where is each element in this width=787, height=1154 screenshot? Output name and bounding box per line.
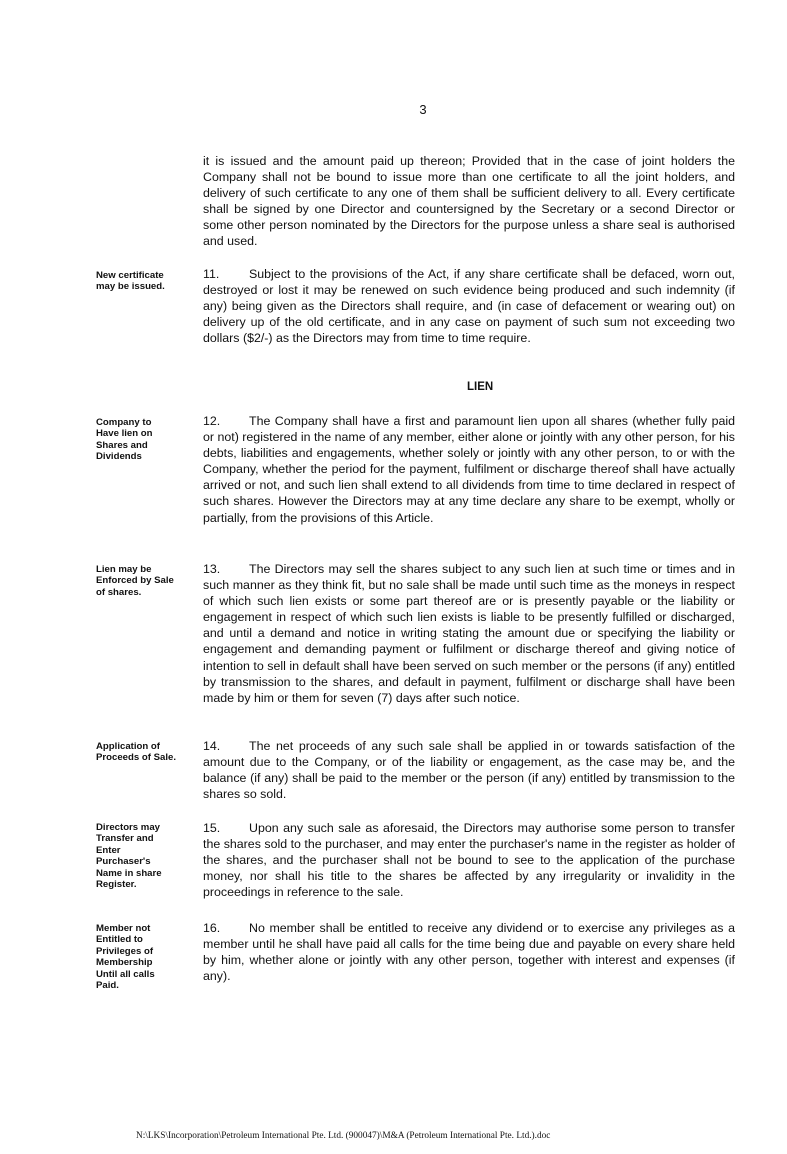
article-text: Upon any such sale as aforesaid, the Directors may authorise some person to transfer the shares sold to the purchaser, and may enter the purchaser's name in the register as holder of the shares, and the purchaser shall not be bound to see to the application of the purchase money, nor shall his title to the shares be affected by any irregularity or invalidity in the proceedings in reference to the sale. [203, 821, 735, 900]
footer-file-path: N:\LKS\Incorporation\Petroleum International Pte. Ltd. (900047)\M&A (Petroleum International Pte. Ltd.).doc [136, 1131, 551, 1141]
article-16 [203, 920, 735, 984]
page-number: 3 [419, 102, 427, 117]
article-text: The net proceeds of any such sale shall be applied in or towards satisfaction of the amount due to the Company, or of the liability or engagement, as the case may be, and the balance (if any) shall be paid to the member or the person (if any) entitled by transmission to the shares so sold. [203, 739, 735, 802]
article-number: 15. [203, 821, 221, 835]
article-text: No member shall be entitled to receive any dividend or to exercise any privileges as a member until he shall have paid all calls for the time being due and payable on every share held by him, whether alone or jointly with any other person, together with interest and expenses (if any). [203, 921, 735, 984]
margin-note-article-16: Member not Entitled to Privileges of Membership Until all calls Paid. [96, 923, 155, 992]
margin-note-article-13: Lien may be Enforced by Sale of shares. [96, 564, 174, 598]
article-13 [203, 561, 735, 706]
article-12 [203, 413, 735, 526]
margin-note-article-14: Application of Proceeds of Sale. [96, 741, 176, 764]
article-number: 12. [203, 414, 221, 428]
article-11 [203, 266, 735, 346]
article-number: 14. [203, 739, 221, 753]
continuation-paragraph: it is issued and the amount paid up thereon; Provided that in the case of joint holders the Company shall not be bound to issue more than one certificate to all the joint holders, and delivery of such certificate to any one of them shall be sufficient delivery to all. Every certificate shall be signed by one Director and countersigned by the Secretary or a second Director or some other person nominated by the Directors for the purpose unless a share seal is authorised and used. [203, 154, 735, 249]
section-heading-lien: LIEN [467, 381, 494, 393]
margin-note-article-11: New certificate may be issued. [96, 270, 165, 293]
margin-note-article-15: Directors may Transfer and Enter Purchaser's Name in share Register. [96, 822, 162, 891]
article-text: The Directors may sell the shares subject to any such lien at such time or times and in such manner as they think fit, but no sale shall be made until such time as the moneys in respect of which such lien exists or some part thereof are or is presently payable or the liability or engagement in respect of which such lien exists is liable to be presently fulfilled or discharged, and until a demand and notice in writing stating the amount due or specifying the liability or engagement and demanding payment or fulfilment or discharge thereof and giving notice of intention to sell in default shall have been served on such member or the persons (if any) entitled by transmission to the shares, and default in payment, fulfilment or discharge shall have been made by him or them for seven (7) days after such notice. [203, 562, 735, 705]
margin-note-article-12: Company to Have lien on Shares and Dividends [96, 417, 153, 463]
article-14 [203, 738, 735, 802]
article-text: The Company shall have a first and paramount lien upon all shares (whether fully paid or not) registered in the name of any member, either alone or jointly with any other person, for his debts, liabilities and engagements, whether solely or jointly with any other person, to or with the Company, whether the period for the payment, fulfilment or discharge thereof shall have actually arrived or not, and such lien shall extend to all dividends from time to time declared in respect of such shares. However the Directors may at any time declare any share to be exempt, wholly or partially, from the provisions of this Article. [203, 414, 735, 525]
article-number: 16. [203, 921, 221, 935]
article-text: Subject to the provisions of the Act, if any share certificate shall be defaced, worn out, destroyed or lost it may be renewed on such evidence being produced and such indemnity (if any) being given as the Directors shall require, and (in case of defacement or wearing out) on delivery up of the old certificate, and in any case on payment of such sum not exceeding two dollars ($2/-) as the Directors may from time to time require. [203, 267, 735, 346]
article-number: 11. [203, 267, 220, 281]
article-number: 13. [203, 562, 221, 576]
article-15 [203, 820, 735, 900]
